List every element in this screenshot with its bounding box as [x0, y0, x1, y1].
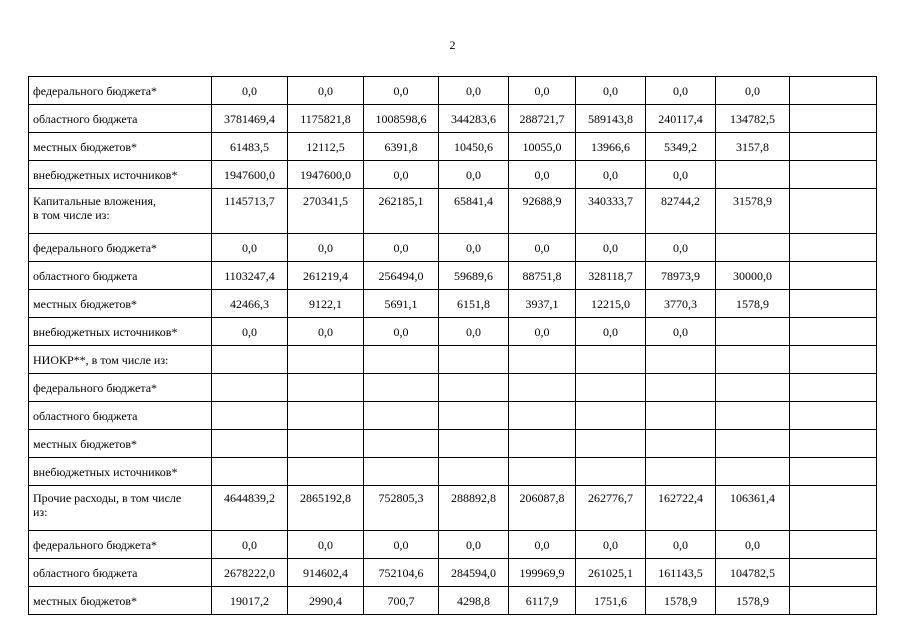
value-cell: [439, 458, 509, 486]
value-cell: 1175821,8: [288, 105, 364, 133]
value-cell: 1578,9: [716, 290, 790, 318]
value-cell: 19017,2: [212, 587, 288, 615]
table-row: [29, 430, 877, 458]
value-cell: [576, 374, 646, 402]
value-cell: 261025,1: [576, 559, 646, 587]
value-cell: [439, 430, 509, 458]
value-cell: 0,0: [576, 318, 646, 346]
value-cell: 0,0: [716, 77, 790, 105]
page-number: 2: [449, 38, 456, 52]
value-cell: [288, 458, 364, 486]
value-cell: 2678222,0: [212, 559, 288, 587]
value-cell: 2990,4: [288, 587, 364, 615]
table-row: [29, 189, 877, 234]
value-cell: 0,0: [646, 318, 716, 346]
value-cell: 4644839,2: [212, 486, 288, 531]
value-cell: [576, 402, 646, 430]
value-cell: [790, 559, 877, 587]
value-cell: 1578,9: [646, 587, 716, 615]
value-cell: 700,7: [364, 587, 439, 615]
value-cell: [576, 430, 646, 458]
table-row: [29, 374, 877, 402]
value-cell: 199969,9: [509, 559, 576, 587]
value-cell: 0,0: [576, 531, 646, 559]
table-row: [29, 531, 877, 559]
value-cell: 6117,9: [509, 587, 576, 615]
table-row: [29, 77, 877, 105]
value-cell: [288, 374, 364, 402]
value-cell: 1008598,6: [364, 105, 439, 133]
value-cell: 0,0: [212, 234, 288, 262]
table-row: [29, 318, 877, 346]
value-cell: [790, 346, 877, 374]
value-cell: 206087,8: [509, 486, 576, 531]
value-cell: 288721,7: [509, 105, 576, 133]
value-cell: [716, 458, 790, 486]
value-cell: 134782,5: [716, 105, 790, 133]
value-cell: 2865192,8: [288, 486, 364, 531]
value-cell: [790, 189, 877, 234]
row-label: областного бюджета: [29, 402, 212, 430]
value-cell: [439, 402, 509, 430]
row-label: внебюджетных источников*: [29, 318, 212, 346]
table-row: [29, 559, 877, 587]
value-cell: 262185,1: [364, 189, 439, 234]
value-cell: 0,0: [509, 77, 576, 105]
value-cell: [509, 430, 576, 458]
row-label: местных бюджетов*: [29, 430, 212, 458]
table-row: [29, 486, 877, 531]
value-cell: 5349,2: [646, 133, 716, 161]
row-label: Прочие расходы, в том числе из:: [29, 486, 212, 531]
row-label: федерального бюджета*: [29, 374, 212, 402]
value-cell: [790, 161, 877, 189]
value-cell: 256494,0: [364, 262, 439, 290]
value-cell: 9122,1: [288, 290, 364, 318]
value-cell: 0,0: [509, 234, 576, 262]
value-cell: 262776,7: [576, 486, 646, 531]
value-cell: [212, 402, 288, 430]
value-cell: [716, 234, 790, 262]
value-cell: 344283,6: [439, 105, 509, 133]
value-cell: [646, 346, 716, 374]
value-cell: [439, 346, 509, 374]
value-cell: [212, 430, 288, 458]
value-cell: [790, 531, 877, 559]
row-label: областного бюджета: [29, 559, 212, 587]
value-cell: 61483,5: [212, 133, 288, 161]
row-label: областного бюджета: [29, 105, 212, 133]
value-cell: 752104,6: [364, 559, 439, 587]
value-cell: [364, 430, 439, 458]
value-cell: [509, 402, 576, 430]
value-cell: [790, 587, 877, 615]
value-cell: 0,0: [364, 318, 439, 346]
value-cell: [790, 77, 877, 105]
table-body: [29, 77, 877, 615]
value-cell: 0,0: [646, 161, 716, 189]
row-label: НИОКР**, в том числе из:: [29, 346, 212, 374]
value-cell: [716, 346, 790, 374]
value-cell: 0,0: [364, 531, 439, 559]
row-label: местных бюджетов*: [29, 587, 212, 615]
value-cell: 1145713,7: [212, 189, 288, 234]
value-cell: [790, 133, 877, 161]
value-cell: [716, 402, 790, 430]
value-cell: 0,0: [576, 234, 646, 262]
row-label: местных бюджетов*: [29, 290, 212, 318]
value-cell: 0,0: [364, 77, 439, 105]
table-row: [29, 346, 877, 374]
value-cell: 65841,4: [439, 189, 509, 234]
value-cell: 0,0: [646, 531, 716, 559]
value-cell: [790, 374, 877, 402]
value-cell: [212, 374, 288, 402]
value-cell: [439, 374, 509, 402]
value-cell: 3781469,4: [212, 105, 288, 133]
row-label: Капитальные вложения, в том числе из:: [29, 189, 212, 234]
value-cell: 261219,4: [288, 262, 364, 290]
value-cell: [790, 430, 877, 458]
table-row: [29, 161, 877, 189]
value-cell: 6151,8: [439, 290, 509, 318]
value-cell: 0,0: [364, 234, 439, 262]
value-cell: 0,0: [288, 318, 364, 346]
value-cell: [790, 486, 877, 531]
value-cell: 5691,1: [364, 290, 439, 318]
value-cell: 0,0: [509, 161, 576, 189]
value-cell: [716, 161, 790, 189]
value-cell: [646, 374, 716, 402]
value-cell: 0,0: [288, 234, 364, 262]
value-cell: [364, 458, 439, 486]
value-cell: [716, 318, 790, 346]
value-cell: 0,0: [212, 77, 288, 105]
value-cell: [509, 346, 576, 374]
row-label: внебюджетных источников*: [29, 161, 212, 189]
value-cell: [790, 402, 877, 430]
value-cell: [646, 402, 716, 430]
table-row: [29, 290, 877, 318]
value-cell: [364, 374, 439, 402]
table-row: [29, 234, 877, 262]
value-cell: 3770,3: [646, 290, 716, 318]
value-cell: 42466,3: [212, 290, 288, 318]
value-cell: [576, 346, 646, 374]
value-cell: 288892,8: [439, 486, 509, 531]
table-row: [29, 262, 877, 290]
value-cell: 0,0: [439, 161, 509, 189]
value-cell: 30000,0: [716, 262, 790, 290]
value-cell: 0,0: [646, 77, 716, 105]
value-cell: 3937,1: [509, 290, 576, 318]
value-cell: [646, 430, 716, 458]
value-cell: 13966,6: [576, 133, 646, 161]
value-cell: [646, 458, 716, 486]
value-cell: 12215,0: [576, 290, 646, 318]
value-cell: [364, 402, 439, 430]
value-cell: [790, 262, 877, 290]
row-label: местных бюджетов*: [29, 133, 212, 161]
value-cell: 88751,8: [509, 262, 576, 290]
value-cell: 0,0: [288, 77, 364, 105]
value-cell: 12112,5: [288, 133, 364, 161]
value-cell: 10055,0: [509, 133, 576, 161]
value-cell: 0,0: [576, 77, 646, 105]
value-cell: 82744,2: [646, 189, 716, 234]
value-cell: 6391,8: [364, 133, 439, 161]
value-cell: 0,0: [212, 318, 288, 346]
value-cell: 162722,4: [646, 486, 716, 531]
table-row: [29, 402, 877, 430]
value-cell: [212, 458, 288, 486]
value-cell: 0,0: [439, 77, 509, 105]
value-cell: 0,0: [288, 531, 364, 559]
value-cell: 1947600,0: [288, 161, 364, 189]
value-cell: [288, 402, 364, 430]
value-cell: 78973,9: [646, 262, 716, 290]
value-cell: [716, 374, 790, 402]
value-cell: [790, 458, 877, 486]
value-cell: 4298,8: [439, 587, 509, 615]
value-cell: 0,0: [509, 318, 576, 346]
row-label: областного бюджета: [29, 262, 212, 290]
value-cell: 0,0: [439, 318, 509, 346]
value-cell: 161143,5: [646, 559, 716, 587]
value-cell: 0,0: [716, 531, 790, 559]
value-cell: [790, 318, 877, 346]
value-cell: 1947600,0: [212, 161, 288, 189]
row-label: федерального бюджета*: [29, 77, 212, 105]
value-cell: 914602,4: [288, 559, 364, 587]
value-cell: 0,0: [364, 161, 439, 189]
value-cell: 104782,5: [716, 559, 790, 587]
value-cell: [509, 374, 576, 402]
row-label: федерального бюджета*: [29, 234, 212, 262]
value-cell: 59689,6: [439, 262, 509, 290]
value-cell: 284594,0: [439, 559, 509, 587]
value-cell: 0,0: [576, 161, 646, 189]
table-row: [29, 105, 877, 133]
value-cell: 0,0: [509, 531, 576, 559]
value-cell: 1751,6: [576, 587, 646, 615]
value-cell: 1103247,4: [212, 262, 288, 290]
table-row: [29, 587, 877, 615]
table-row: [29, 458, 877, 486]
value-cell: [212, 346, 288, 374]
value-cell: 0,0: [439, 531, 509, 559]
value-cell: [576, 458, 646, 486]
value-cell: [790, 290, 877, 318]
value-cell: 0,0: [646, 234, 716, 262]
value-cell: [509, 458, 576, 486]
value-cell: [288, 430, 364, 458]
value-cell: [790, 105, 877, 133]
value-cell: 10450,6: [439, 133, 509, 161]
table-row: [29, 133, 877, 161]
row-label: федерального бюджета*: [29, 531, 212, 559]
value-cell: [790, 234, 877, 262]
value-cell: 0,0: [212, 531, 288, 559]
budget-table: [28, 76, 877, 615]
value-cell: 240117,4: [646, 105, 716, 133]
value-cell: [288, 346, 364, 374]
value-cell: 106361,4: [716, 486, 790, 531]
value-cell: 340333,7: [576, 189, 646, 234]
value-cell: 270341,5: [288, 189, 364, 234]
value-cell: [364, 346, 439, 374]
value-cell: 589143,8: [576, 105, 646, 133]
value-cell: 31578,9: [716, 189, 790, 234]
value-cell: 92688,9: [509, 189, 576, 234]
value-cell: [716, 430, 790, 458]
value-cell: 0,0: [439, 234, 509, 262]
value-cell: 1578,9: [716, 587, 790, 615]
row-label: внебюджетных источников*: [29, 458, 212, 486]
value-cell: 328118,7: [576, 262, 646, 290]
value-cell: 3157,8: [716, 133, 790, 161]
value-cell: 752805,3: [364, 486, 439, 531]
